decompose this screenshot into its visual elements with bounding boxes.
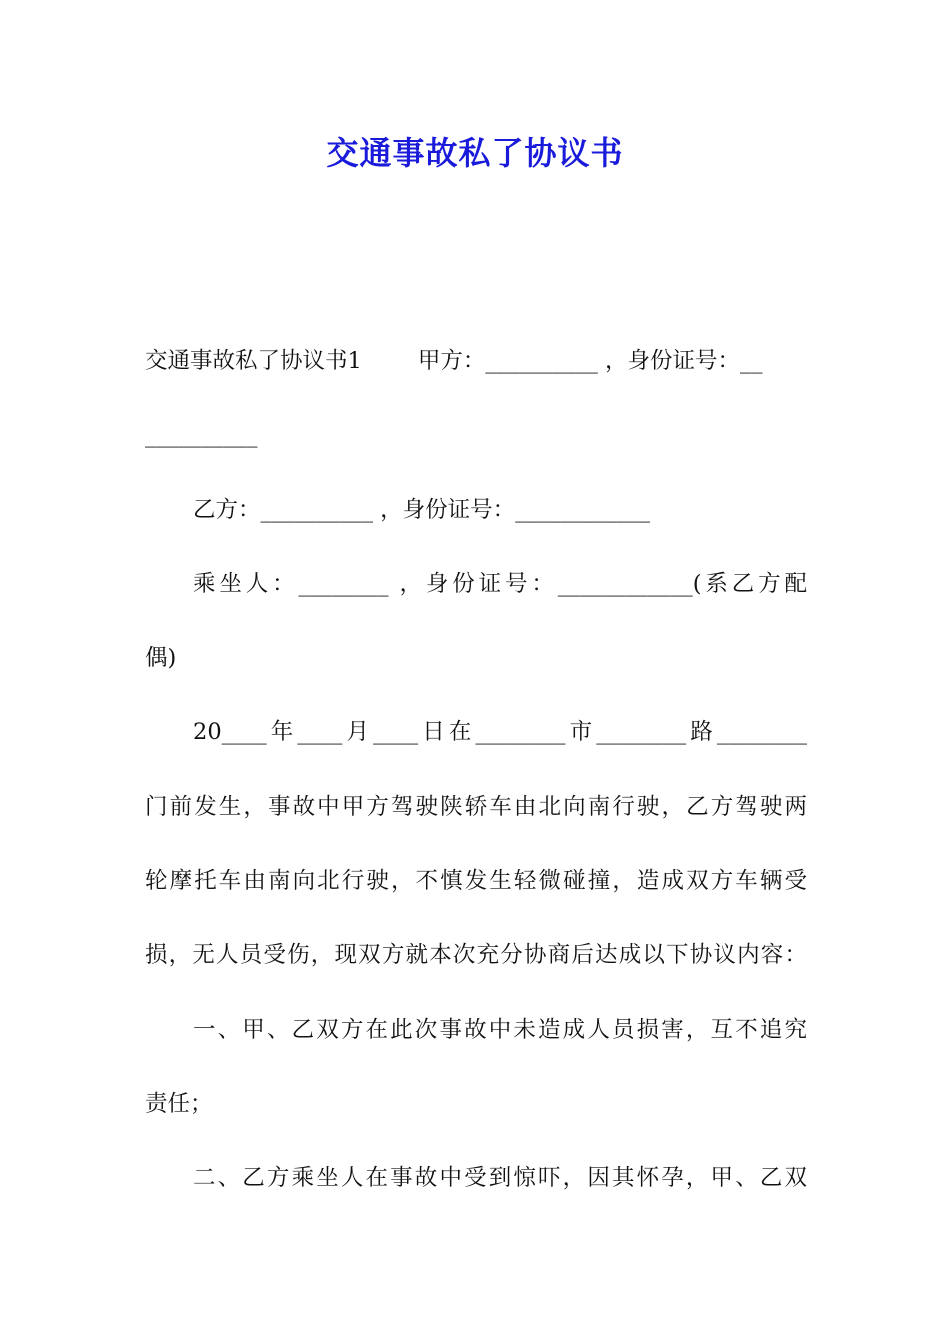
clause-two: 二、乙方乘坐人在事故中受到惊吓，因其怀孕，甲、乙双 <box>193 1165 807 1192</box>
document-title: 交通事故私了协议书 <box>326 134 624 172</box>
paragraph-line: __________ <box>145 422 258 449</box>
paragraph-line: 轮摩托车由南向北行驶，不慎发生轻微碰撞，造成双方车辆受 <box>145 868 807 895</box>
party-a-field: 甲方：__________ ，身份证号：__ <box>417 348 763 374</box>
paragraph-line: 偶) <box>145 645 177 672</box>
paragraph-line: 损，无人员受伤，现双方就本次充分协商后达成以下协议内容： <box>145 942 807 969</box>
clause-one: 一、甲、乙双方在此次事故中未造成人员损害，互不追究 <box>193 1016 807 1043</box>
party-b-field: 乙方：__________ ，身份证号：____________ <box>193 496 651 523</box>
document-body <box>145 336 807 1228</box>
paragraph-line: 责任； <box>145 1090 213 1117</box>
section-heading: 交通事故私了协议书1 <box>145 348 362 374</box>
paragraph-line <box>145 336 807 410</box>
paragraph-line: 门前发生，事故中甲方驾驶陕轿车由北向南行驶，乙方驾驶两 <box>145 793 807 820</box>
date-location-field: 20____年____月____日在________市________路________ <box>193 719 807 746</box>
passenger-field: 乘坐人：________ ，身份证号：____________(系乙方配 <box>193 570 807 597</box>
